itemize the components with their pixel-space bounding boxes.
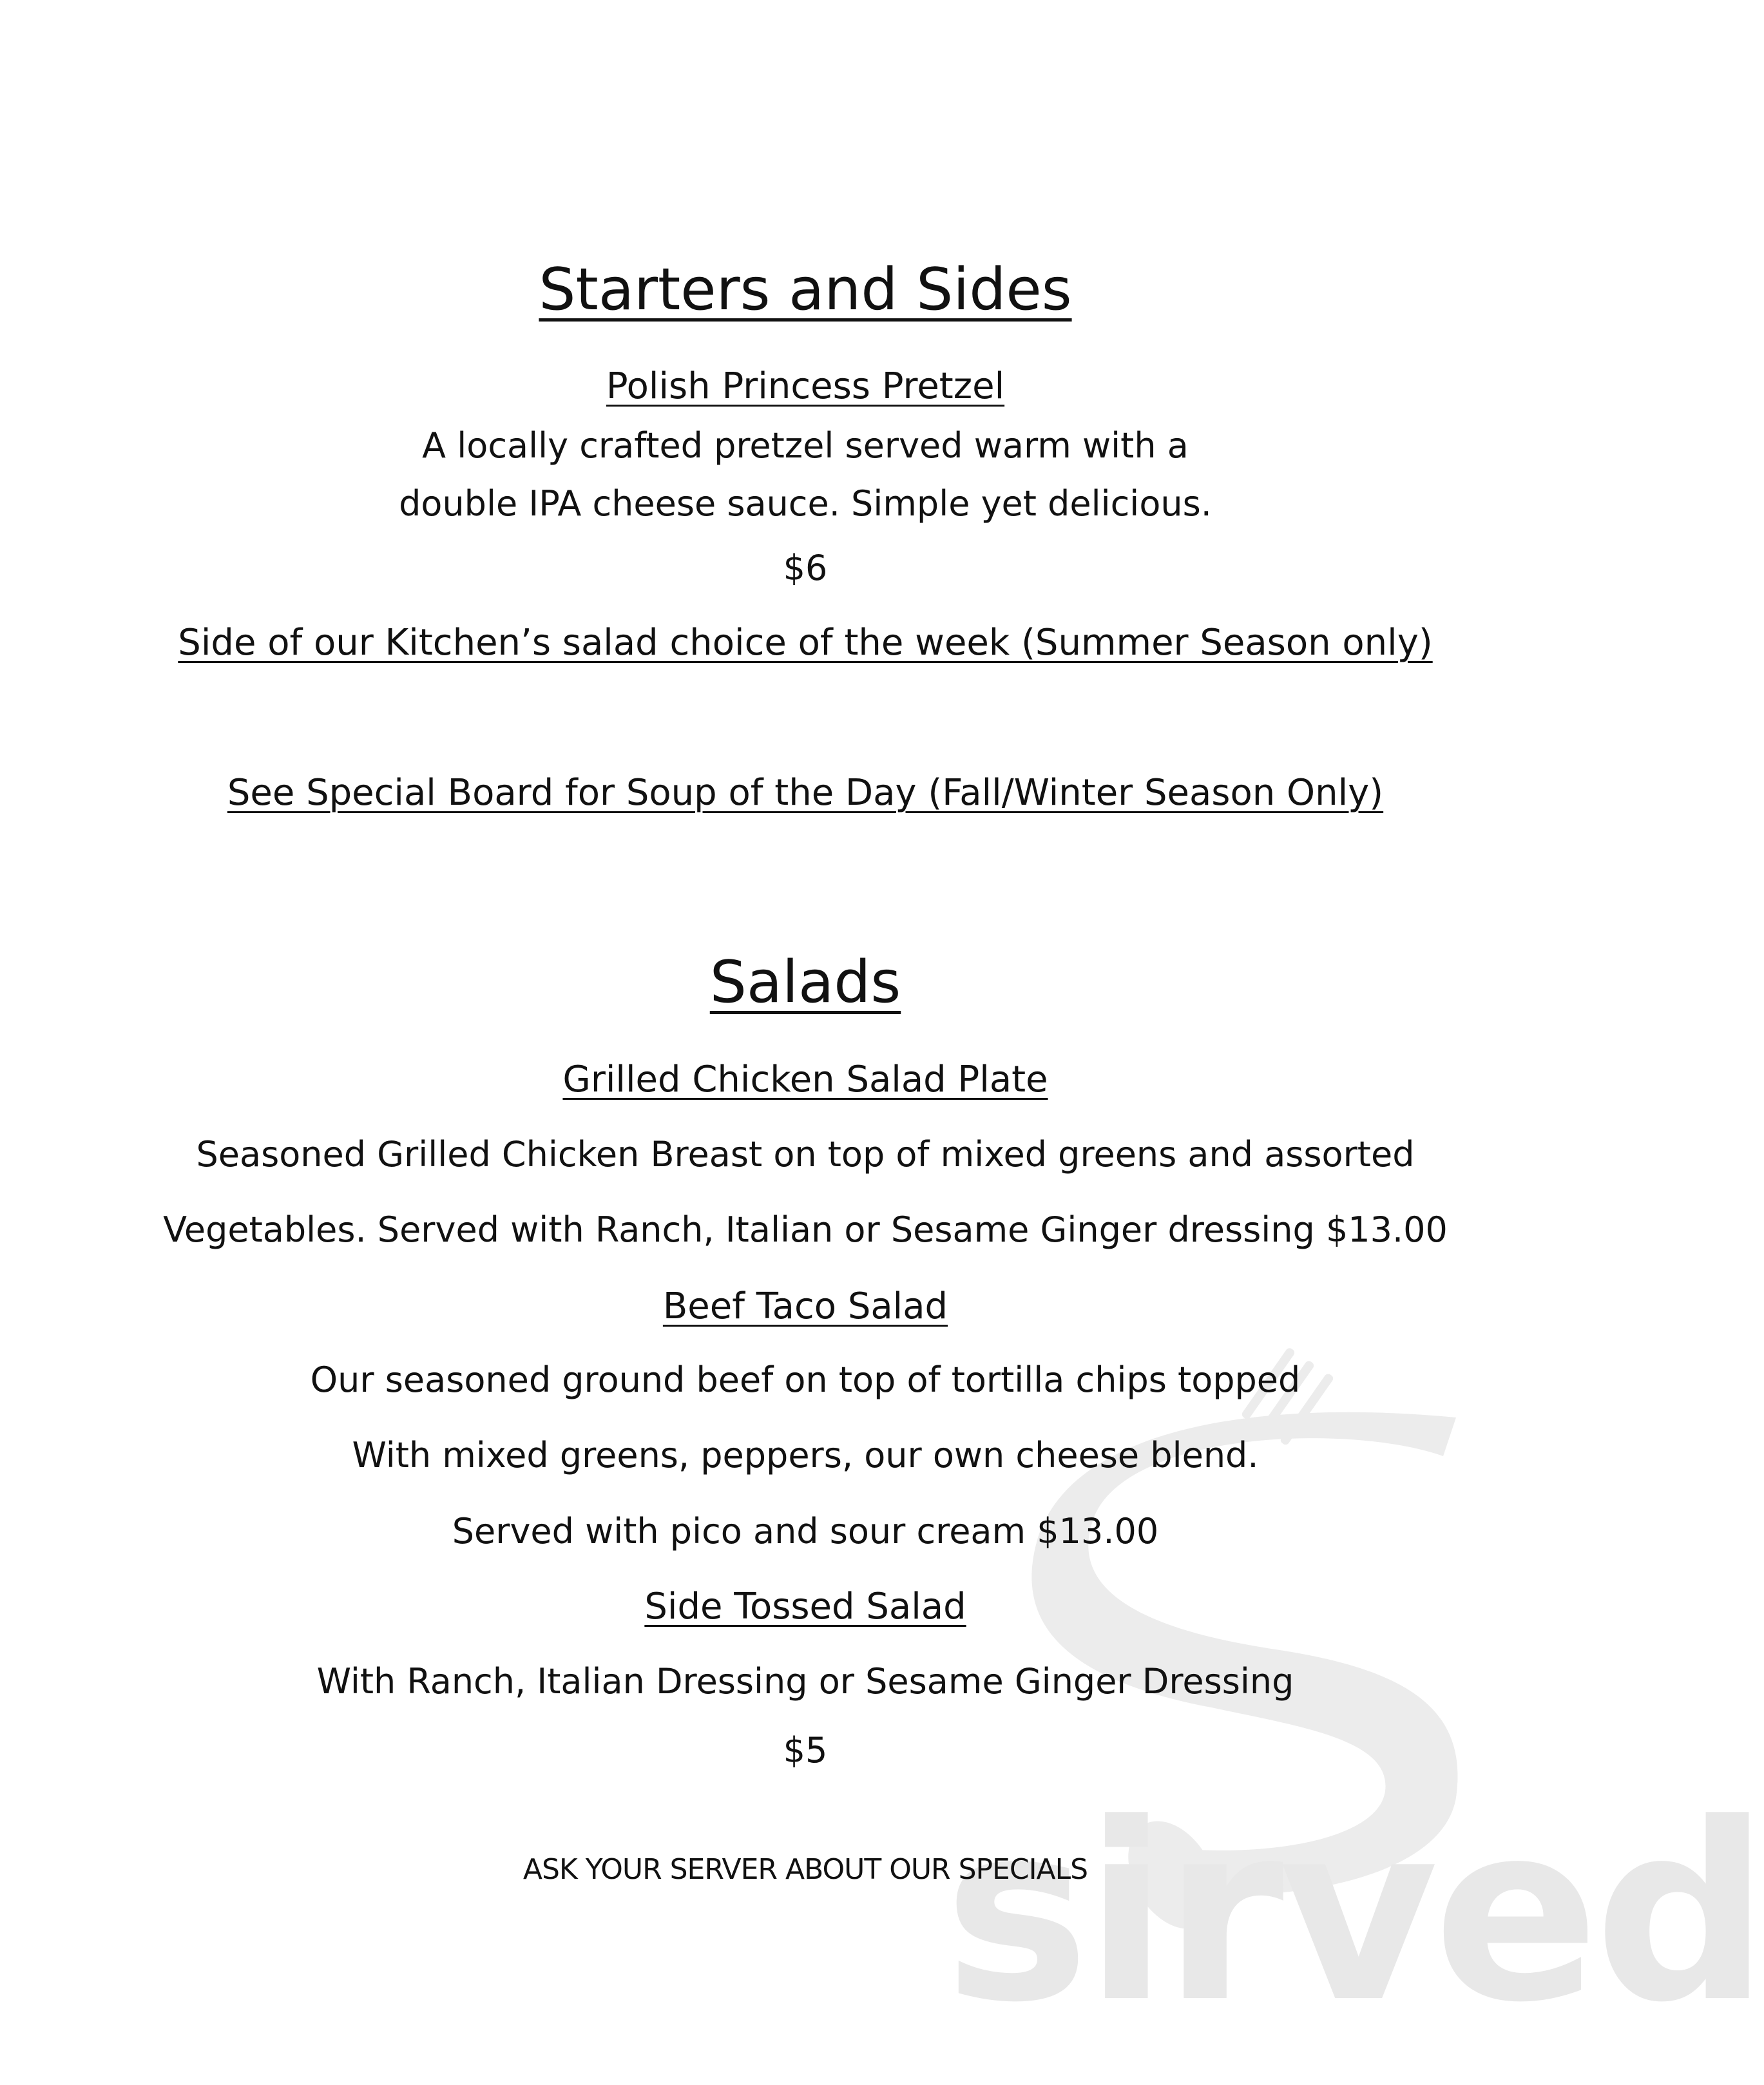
item-description-line: Our seasoned ground beef on top of tortilla chips topped xyxy=(310,1360,1301,1400)
soup-note: See Special Board for Soup of the Day (Fall/Winter Season Only) xyxy=(227,772,1384,814)
item-name-beef-taco-salad: Beef Taco Salad xyxy=(662,1285,948,1327)
item-description-line: Seasoned Grilled Chicken Breast on top of mixed greens and assorted xyxy=(196,1134,1415,1175)
sirved-watermark-text: sirved xyxy=(944,1771,1764,2056)
item-price: $5 xyxy=(783,1730,828,1771)
item-name-grilled-chicken-salad: Grilled Chicken Salad Plate xyxy=(562,1059,1048,1100)
section-title-starters: Starters and Sides xyxy=(539,256,1072,323)
item-name-polish-pretzel: Polish Princess Pretzel xyxy=(606,365,1005,407)
item-description-line: Vegetables. Served with Ranch, Italian or Sesame Ginger dressing $13.00 xyxy=(163,1209,1448,1250)
item-description-line: With Ranch, Italian Dressing or Sesame Ginger Dressing xyxy=(316,1661,1294,1702)
item-name-side-tossed-salad: Side Tossed Salad xyxy=(644,1586,966,1628)
item-description-line: A locally crafted pretzel served warm with a xyxy=(422,425,1189,466)
item-description-line: double IPA cheese sauce. Simple yet delicious. xyxy=(399,483,1212,524)
item-price: $6 xyxy=(783,548,828,588)
specials-note: ASK YOUR SERVER ABOUT OUR SPECIALS xyxy=(522,1853,1088,1886)
item-description-line: Served with pico and sour cream $13.00 xyxy=(452,1511,1159,1552)
side-salad-note: Side of our Kitchen’s salad choice of the week (Summer Season only) xyxy=(178,622,1433,664)
section-title-salads: Salads xyxy=(709,948,901,1016)
item-description-line: With mixed greens, peppers, our own cheese blend. xyxy=(352,1435,1259,1475)
